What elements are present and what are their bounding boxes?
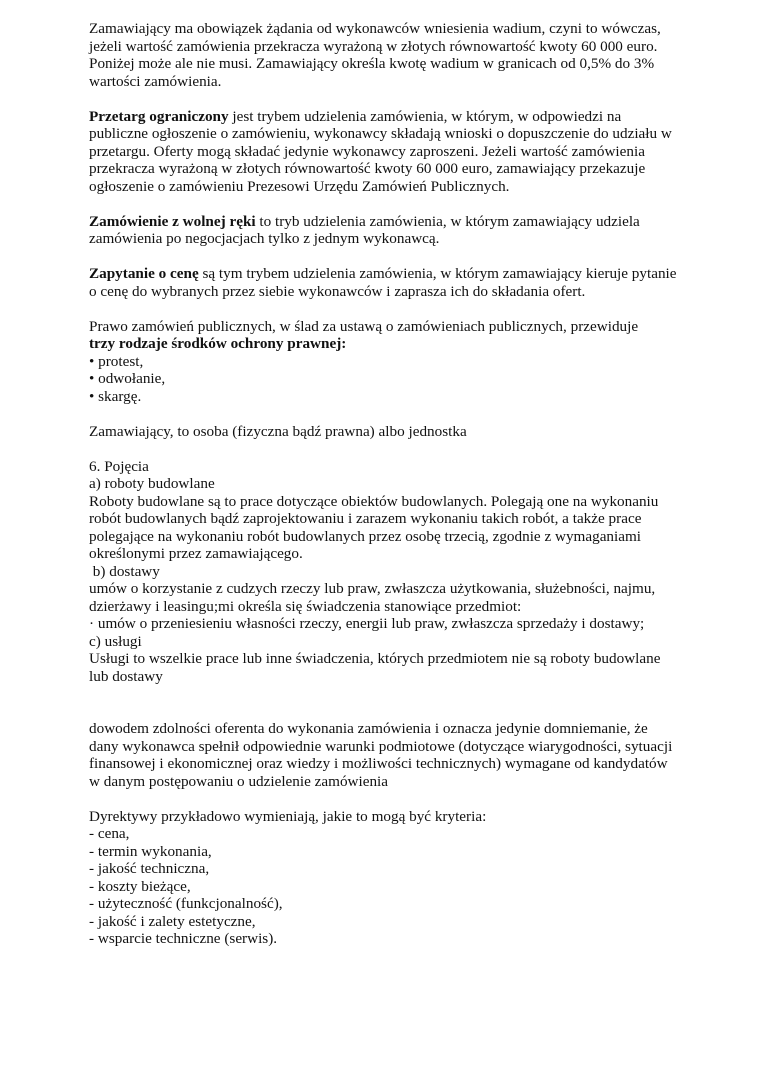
list-item: - jakość i zalety estetyczne,: [89, 912, 256, 930]
subsection-text-dostawy: umów o korzystanie z cudzych rzeczy lub praw, zwłaszcza użytkowania, służebności, najmu, dzierżawy i leasingu;mi określa się świadczenia stanowiące przedmiot:: [89, 580, 656, 615]
subsection-label-uslugi: c) usługi: [89, 632, 142, 650]
list-item: - cena,: [89, 825, 130, 842]
subsection-label-dostawy: b) dostawy: [89, 562, 160, 580]
paragraph-dowod-zdolnosci: dowodem zdolności oferenta do wykonania zamówienia i oznacza jedynie domniemanie, że dany wykonawca spełnił odpowiednie warunki podmiotowe (dotyczące wiarygodności, sytuacji finansowej i ekonomicznej oraz wiedzy i możliwości technicznych) wymagane od kandydatów w danym postępowaniu o udzielenie zamówienia: [89, 720, 673, 790]
list-item: - użyteczność (funkcjonalność),: [89, 895, 283, 912]
subsection-label-roboty: a) roboty budowlane: [89, 475, 215, 492]
definition-zapytanie-o-cene: są tym trybem udzielenia zamówienia, w którym zamawiający kieruje pytanie o cenę do wybranych przez siebie wykonawców i zaprasza ich do składania ofert.: [89, 265, 677, 300]
paragraph-wadium: Zamawiający ma obowiązek żądania od wykonawców wniesienia wadium, czyni to wówczas, jeżeli wartość zamówienia przekracza wyrażoną w złotych równowartość kwoty 60 000 euro. Poniżej może ale nie musi. Zamawiający określa kwotę wadium w granicach od 0,5% do 3% wartości zamówienia.: [89, 20, 661, 90]
srodki-heading: trzy rodzaje środków ochrony prawnej:: [89, 335, 347, 352]
srodki-intro: Prawo zamówień publicznych, w ślad za ustawą o zamówieniach publicznych, przewiduje: [89, 317, 639, 335]
subsection-text-uslugi: Usługi to wszelkie prace lub inne świadczenia, których przedmiotem nie są roboty budowlane lub dostawy: [89, 650, 661, 685]
list-item: • protest,: [89, 352, 144, 370]
definition-wolna-reka: to tryb udzielenia zamówienia, w którym zamawiający udziela zamówienia po negocjacjach tylko z jednym wykonawcą.: [89, 212, 640, 247]
term-zapytanie-o-cene: Zapytanie o cenę: [89, 265, 199, 282]
definition-przetarg-ograniczony: jest trybem udzielenia zamówienia, w którym, w odpowiedzi na publiczne ogłoszenie o zamówieniu, wykonawcy składają wnioski o dopuszczenie do udziału w przetargu. Oferty mogą składać jedynie wykonawcy zaproszeni. Jeżeli wartość zamówienia przekracza wyrażoną w złotych równowartość kwoty 60 000 euro, zamawiający przekazuje ogłoszenie o zamówieniu Prezesowi Urzędu Zamówień Publicznych.: [89, 107, 672, 195]
list-item: - koszty bieżące,: [89, 877, 191, 895]
list-item: • skargę.: [89, 387, 142, 405]
list-item: - jakość techniczna,: [89, 860, 210, 877]
subsection-text-roboty: Roboty budowlane są to prace dotyczące obiektów budowlanych. Polegają one na wykonaniu robót budowlanych bądź zaprojektowaniu i zarazem wykonaniu takich robót, a także prace polegające na wykonaniu robót budowlanych przez osobę trzecią, zgodnie z wymaganiami określonymi przez zamawiającego.: [89, 492, 659, 562]
paragraph-zapytanie-o-cene: [89, 265, 679, 300]
document-page: [89, 20, 679, 948]
paragraph-srodki-ochrony: [89, 318, 679, 353]
section-heading-pojecia: 6. Pojęcia: [89, 457, 149, 475]
subsection-item-dostawy: · umów o przeniesieniu własności rzeczy, energii lub praw, zwłaszcza sprzedaży i dostawy;: [89, 615, 645, 632]
term-przetarg-ograniczony: Przetarg ograniczony: [89, 107, 229, 125]
paragraph-kryteria-intro: Dyrektywy przykładowo wymieniają, jakie to mogą być kryteria:: [89, 807, 487, 825]
list-item: - wsparcie techniczne (serwis).: [89, 930, 278, 947]
paragraph-przetarg-ograniczony: [89, 108, 679, 196]
list-item: - termin wykonania,: [89, 842, 212, 860]
paragraph-zamawiajacy: Zamawiający, to osoba (fizyczna bądź prawna) albo jednostka: [89, 422, 467, 440]
paragraph-wolna-reka: [89, 213, 679, 248]
list-item: • odwołanie,: [89, 370, 166, 387]
term-wolna-reka: Zamówienie z wolnej ręki: [89, 212, 256, 230]
